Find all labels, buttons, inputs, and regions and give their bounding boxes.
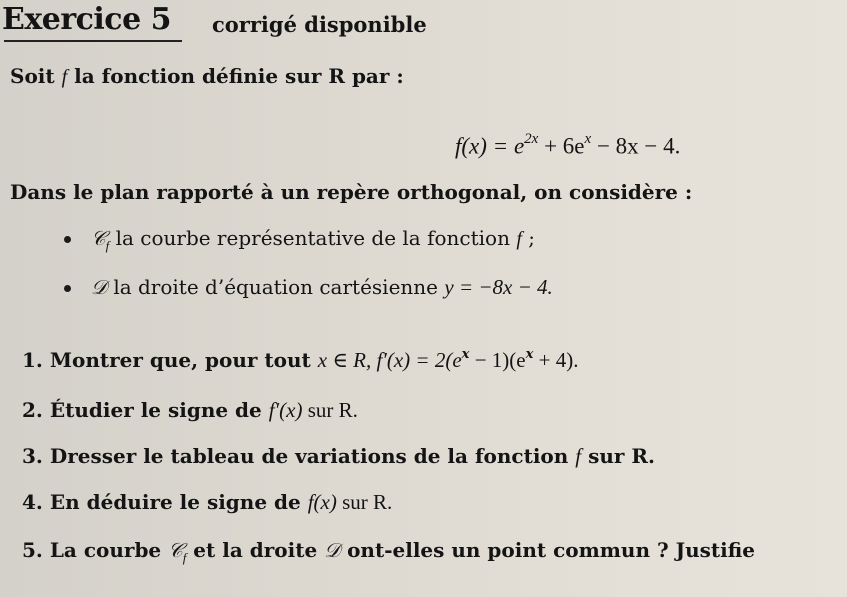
bullet-dot bbox=[64, 285, 71, 292]
bullet-dot bbox=[64, 236, 71, 243]
bullet-curve: 𝒞$_f$ la courbe représentative de la fonction f ; bbox=[91, 226, 535, 253]
question-2: 2. Étudier le signe de f′(x) sur R. bbox=[22, 398, 358, 422]
solution-available-label: corrigé disponible bbox=[212, 12, 427, 37]
plan-sentence: Dans le plan rapporté à un repère orthogonal, on considère : bbox=[10, 180, 693, 204]
question-3: 3. Dresser le tableau de variations de la fonction f sur R. bbox=[22, 444, 655, 468]
function-formula: $f(x) = e^{2x} + 6e^x - 8x - 4$. bbox=[455, 131, 681, 159]
exercise-title: Exercice 5 bbox=[2, 2, 171, 37]
question-1: 1. Montrer que, pour tout x ∈ R, $f'(x) = 2(e^x - 1)(e^x + 4)$. bbox=[22, 347, 579, 372]
question-4: 4. En déduire le signe de f(x) sur R. bbox=[22, 490, 393, 514]
bullet-line: 𝒟 la droite d’équation cartésienne y = −8x − 4. bbox=[91, 275, 553, 299]
title-underline bbox=[4, 40, 182, 42]
intro-sentence: Soit f la fonction définie sur R par : bbox=[10, 64, 404, 88]
question-5: 5. La courbe 𝒞$_f$ et la droite 𝒟 ont-elles un point commun ? Justifie bbox=[22, 538, 756, 565]
